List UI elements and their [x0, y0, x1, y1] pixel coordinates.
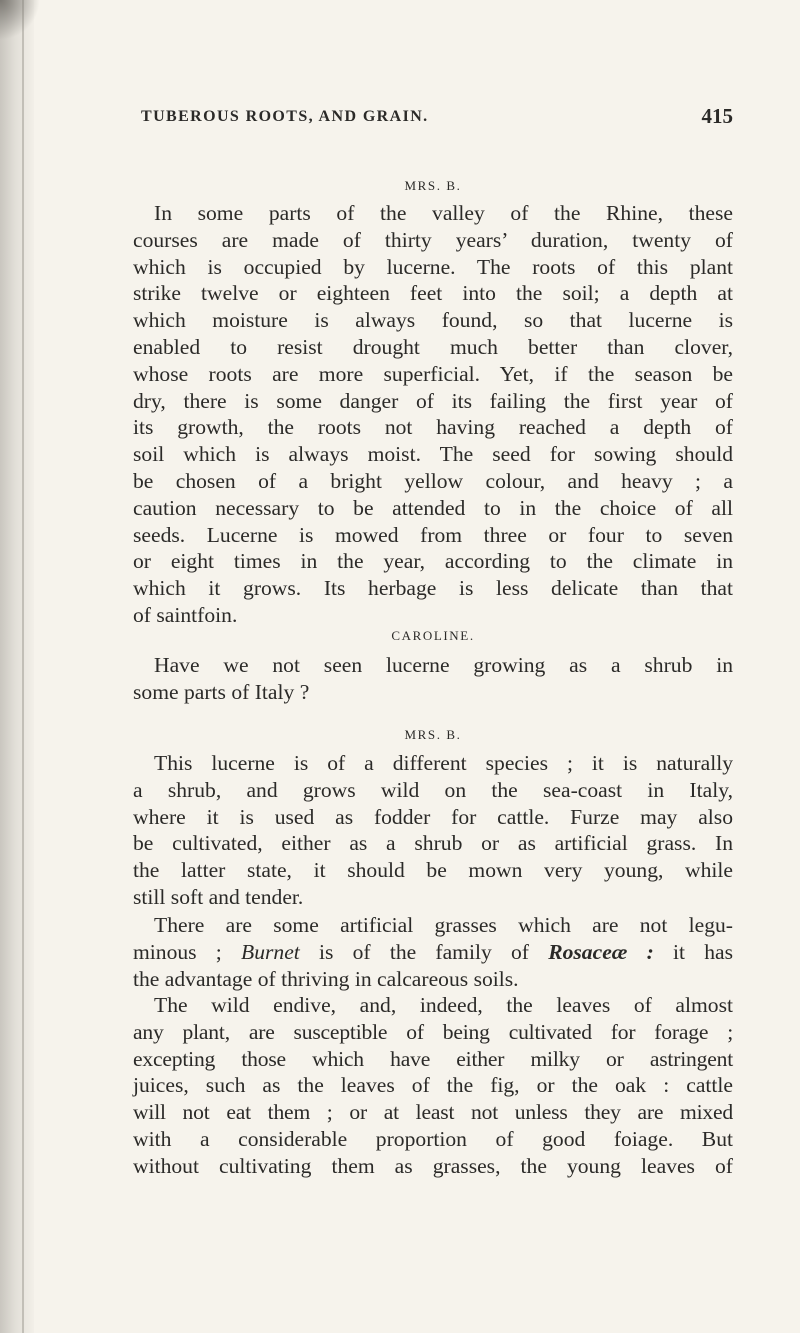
text-line: In some parts of the valley of the Rhine, these: [154, 201, 733, 225]
text-line: juices, such as the leaves of the fig, or the oak : cattle: [133, 1073, 733, 1098]
text-line: with a considerable proportion of good foiage. But: [133, 1126, 733, 1151]
paragraph: [133, 992, 733, 1180]
text-line: which it grows. Its herbage is less delicate than that: [133, 576, 733, 601]
text-line: caution necessary to be attended to in the choice of all: [133, 495, 733, 520]
page-number: 415: [701, 104, 733, 128]
text-line: will not eat them ; or at least not unless they are mixed: [133, 1100, 733, 1125]
italic-term-burnet: Burnet: [241, 939, 300, 964]
text-line: seeds. Lucerne is mowed from three or four to seven: [133, 522, 733, 547]
text-line: which moisture is always found, so that lucerne is: [133, 308, 733, 333]
speaker-label: CAROLINE.: [391, 628, 475, 643]
text-run: minous ;: [133, 939, 242, 964]
text-run: is of the family of: [299, 939, 549, 964]
running-head: [133, 104, 733, 132]
text-line: whose roots are more superficial. Yet, if the season be: [133, 361, 733, 386]
italic-term-rosaceae: Rosaceæ :: [548, 939, 654, 964]
text-line: excepting those which have either milky or astringent: [133, 1046, 733, 1071]
text-line: [133, 939, 733, 966]
text-line: or eight times in the year, according to the climate in: [133, 549, 733, 574]
text-line: a shrub, and grows wild on the sea-coast in Italy,: [133, 777, 733, 802]
text-line: Have we not seen lucerne growing as a shrub in: [154, 653, 733, 677]
binding-line: [22, 0, 24, 1333]
text-line: its growth, the roots not having reached a depth of: [133, 415, 733, 440]
text-line: This lucerne is of a different species ; it is naturally: [154, 751, 733, 775]
text-line: soil which is always moist. The seed for sowing should: [133, 442, 733, 467]
text-line: be chosen of a bright yellow colour, and heavy ; a: [133, 468, 733, 493]
text-line: The wild endive, and, indeed, the leaves of almost: [154, 993, 733, 1017]
text-line: the advantage of thriving in calcareous soils.: [133, 966, 519, 991]
speaker-label: MRS. B.: [404, 727, 462, 742]
text-line: which is occupied by lucerne. The roots of this plant: [133, 254, 733, 279]
paragraph: [133, 912, 733, 992]
text-line: strike twelve or eighteen feet into the soil; a depth at: [133, 281, 733, 306]
text-line: enabled to resist drought much better than clover,: [133, 334, 733, 359]
text-run: it has: [653, 939, 733, 964]
text-line: any plant, are susceptible of being cultivated for forage ;: [133, 1019, 733, 1044]
running-head-title: TUBEROUS ROOTS, AND GRAIN.: [141, 108, 429, 125]
text-line: some parts of Italy ?: [133, 679, 310, 704]
corner-shadow: [0, 0, 40, 40]
text-line: dry, there is some danger of its failing the first year of: [133, 388, 733, 413]
paragraph: [133, 750, 733, 911]
text-line: of saintfoin.: [133, 602, 238, 627]
text-line: still soft and tender.: [133, 884, 304, 909]
text-line: the latter state, it should be mown very young, while: [133, 858, 733, 883]
paragraph: [133, 652, 733, 706]
binding-edge: [0, 0, 34, 1333]
speaker-label: MRS. B.: [404, 178, 462, 193]
paragraph: [133, 200, 733, 629]
text-line: courses are made of thirty years’ duration, twenty of: [133, 227, 733, 252]
text-line: where it is used as fodder for cattle. Furze may also: [133, 804, 733, 829]
text-line: There are some artificial grasses which are not legu-: [154, 913, 733, 937]
text-line: be cultivated, either as a shrub or as artificial grass. In: [133, 831, 733, 856]
text-line: without cultivating them as grasses, the young leaves of: [133, 1153, 733, 1178]
